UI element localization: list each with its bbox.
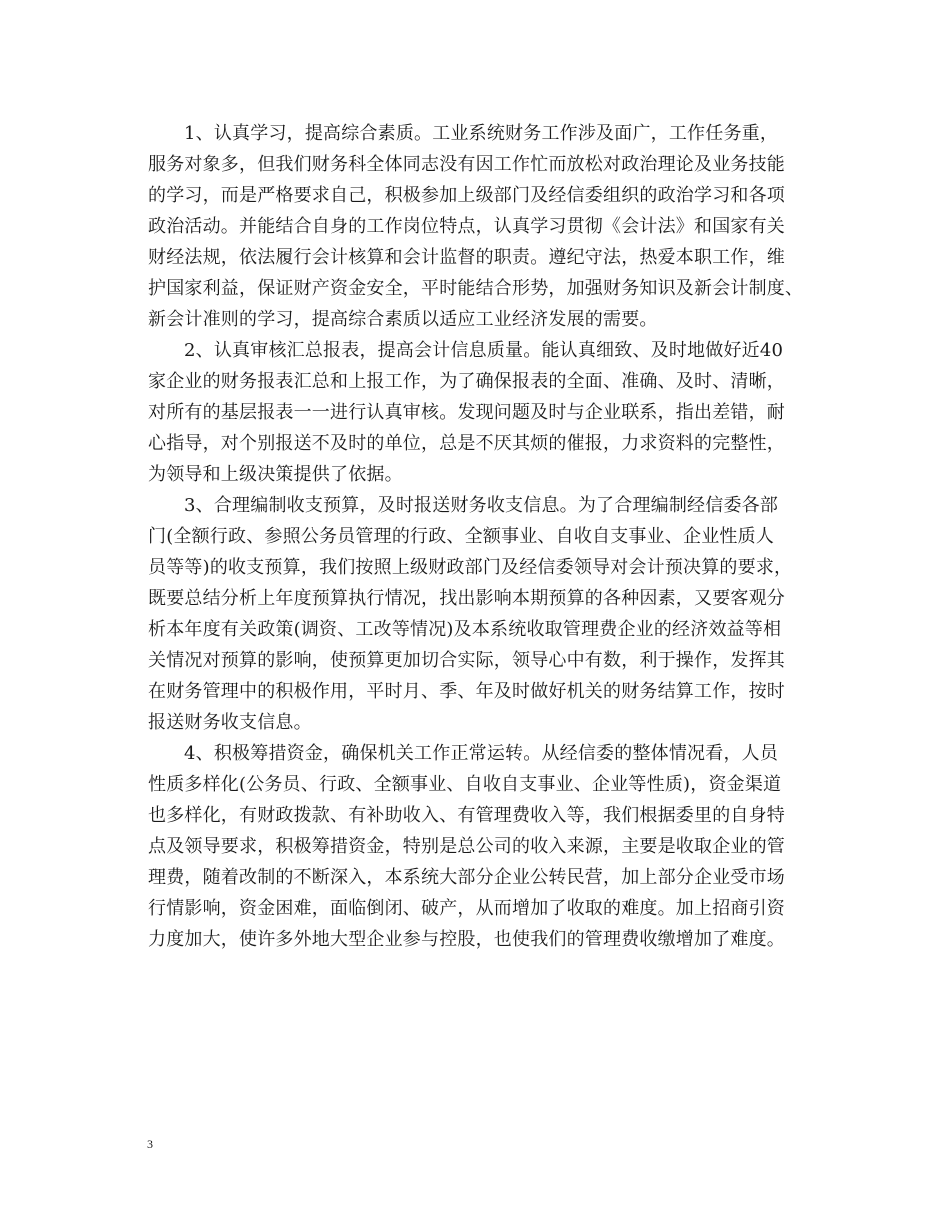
text-line: 在财务管理中的积极作用，平时月、季、年及时做好机关的财务结算工作，按时 [148,681,785,702]
text-line: 也多样化，有财政拨款、有补助收入、有管理费收入等，我们根据委里的自身特 [148,805,785,826]
text-line: 性质多样化(公务员、行政、全额事业、自收自支事业、企业等性质)，资金渠道 [148,774,782,795]
text-line: 对所有的基层报表一一进行认真审核。发现问题及时与企业联系，指出差错，耐 [148,402,785,423]
text-line: 家企业的财务报表汇总和上报工作，为了确保报表的全面、准确、及时、清晰， [148,371,785,392]
page-number: 3 [147,1137,153,1151]
text-line: 员等等)的收支预算，我们按照上级财政部门及经信委领导对会计预决算的要求， [148,557,793,578]
text-line: 的学习，而是严格要求自己，积极参加上级部门及经信委组织的政治学习和各项 [148,185,785,206]
text-line: 既要总结分析上年度预算执行情况，找出影响本期预算的各种因素，又要客观分 [148,588,785,609]
text-line: 为领导和上级决策提供了依据。 [148,464,403,485]
text-line: 析本年度有关政策(调资、工改等情况)及本系统收取管理费企业的经济效益等相 [148,619,782,640]
text-line: 政治活动。并能结合自身的工作岗位特点，认真学习贯彻《会计法》和国家有关 [148,216,785,237]
document-body [148,118,820,955]
paragraph-4 [148,738,820,955]
text-line: 门(全额行政、参照公务员管理的行政、全额事业、自收自支事业、企业性质人 [148,526,775,547]
text-line: 护国家利益，保证财产资金安全，平时能结合形势，加强财务知识及新会计制度、 [148,278,804,299]
text-line: 报送财务收支信息。 [148,712,312,733]
text-line: 1、认真学习，提高综合素质。工业系统财务工作涉及面广，工作任务重， [184,123,779,144]
text-line: 财经法规，依法履行会计核算和会计监督的职责。遵纪守法，热爱本职工作，维 [148,247,785,268]
text-line: 4、积极筹措资金，确保机关工作正常运转。从经信委的整体情况看，人员 [184,743,779,764]
text-line: 新会计准则的学习，提高综合素质以适应工业经济发展的需要。 [148,309,658,330]
text-line: 服务对象多，但我们财务科全体同志没有因工作忙而放松对政治理论及业务技能 [148,154,785,175]
text-line: 理费，随着改制的不断深入，本系统大部分企业公转民营，加上部分企业受市场 [148,867,785,888]
text-line: 行情影响，资金困难，面临倒闭、破产，从而增加了收取的难度。加上招商引资 [148,898,785,919]
paragraph-3 [148,490,820,738]
text-line: 关情况对预算的影响，使预算更加切合实际，领导心中有数，利于操作，发挥其 [148,650,785,671]
paragraph-1 [148,118,820,335]
paragraph-2 [148,335,820,490]
text-line: 3、合理编制收支预算，及时报送财务收支信息。为了合理编制经信委各部 [184,495,779,516]
text-line: 2、认真审核汇总报表，提高会计信息质量。能认真细致、及时地做好近40 [184,340,784,361]
text-line: 点及领导要求，积极筹措资金，特别是总公司的收入来源，主要是收取企业的管 [148,836,785,857]
text-line: 力度加大，使许多外地大型企业参与控股，也使我们的管理费收缴增加了难度。 [148,929,785,950]
text-line: 心指导，对个别报送不及时的单位，总是不厌其烦的催报，力求资料的完整性， [148,433,785,454]
